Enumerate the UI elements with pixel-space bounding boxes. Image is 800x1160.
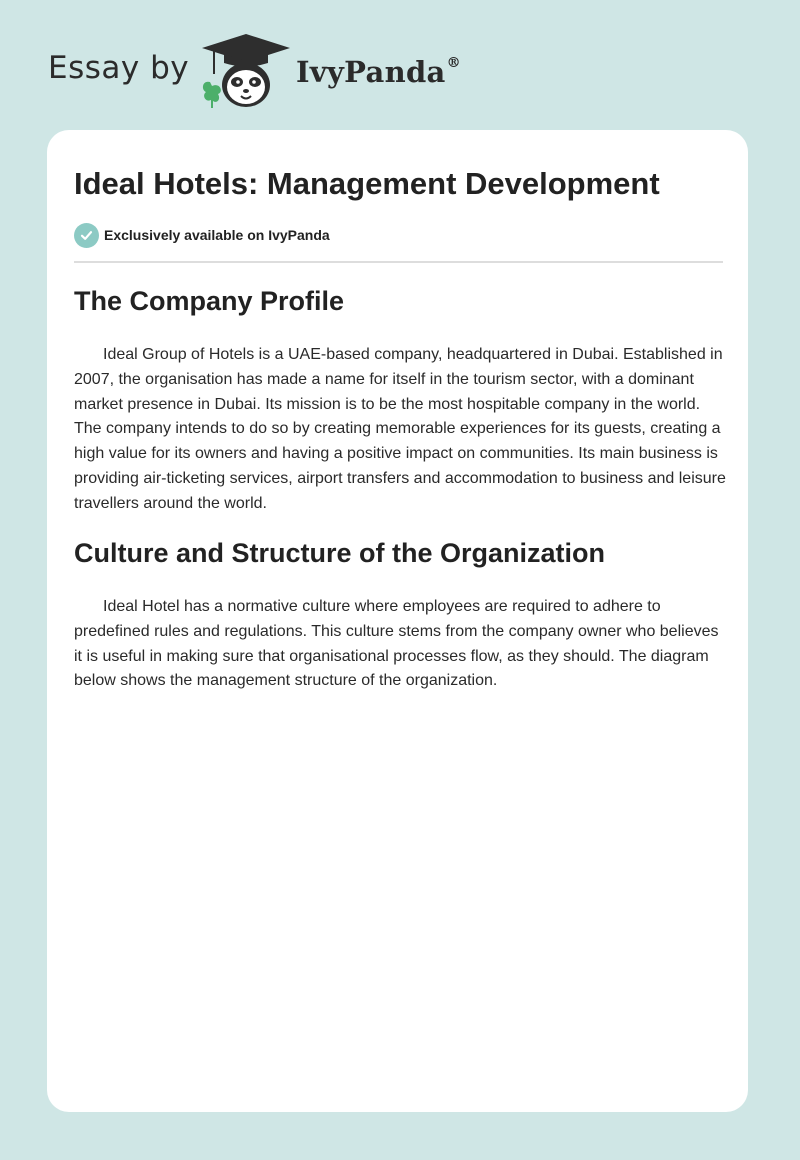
essay-card <box>47 130 748 1112</box>
brand-name-text: IvyPanda <box>296 55 446 89</box>
divider <box>74 261 723 263</box>
site-header <box>0 0 800 130</box>
section-heading-company-profile: The Company Profile <box>74 286 345 316</box>
check-circle-icon <box>74 223 99 248</box>
page-title: Ideal Hotels: Management Development <box>74 166 660 201</box>
ivy-leaf-icon <box>203 82 221 108</box>
section-heading-culture-structure: Culture and Structure of the Organization <box>74 538 606 568</box>
section-paragraph-company-profile: Ideal Group of Hotels is a UAE-based company, headquartered in Dubai. Established in 2007, the organisation has made a name for itself in the tourism sector, with a dominant market presence in Dubai. Its mission is to be the most hospitable company in the world. The company intends to do so by creating memorable experiences for its guests, creating a high value for its owners and having a positive impact on communities. Its main business is providing air-ticketing services, airport transfers and accommodation to business and leisure travellers around the world. <box>74 346 726 512</box>
essay-by-label: Essay by <box>48 50 190 86</box>
brand-name[interactable] <box>296 55 461 89</box>
exclusive-badge <box>74 222 330 248</box>
badge-text: Exclusively available on IvyPanda <box>104 227 330 243</box>
section-paragraph-culture-structure: Ideal Hotel has a normative culture where employees are required to adhere to predefined rules and regulations. This culture stems from the company owner who believes it is useful in making sure that organisational processes flow, as they should. The diagram below shows the management structure of the organization. <box>74 598 719 690</box>
registered-mark: ® <box>446 55 461 72</box>
panda-logo-icon[interactable] <box>198 30 294 112</box>
